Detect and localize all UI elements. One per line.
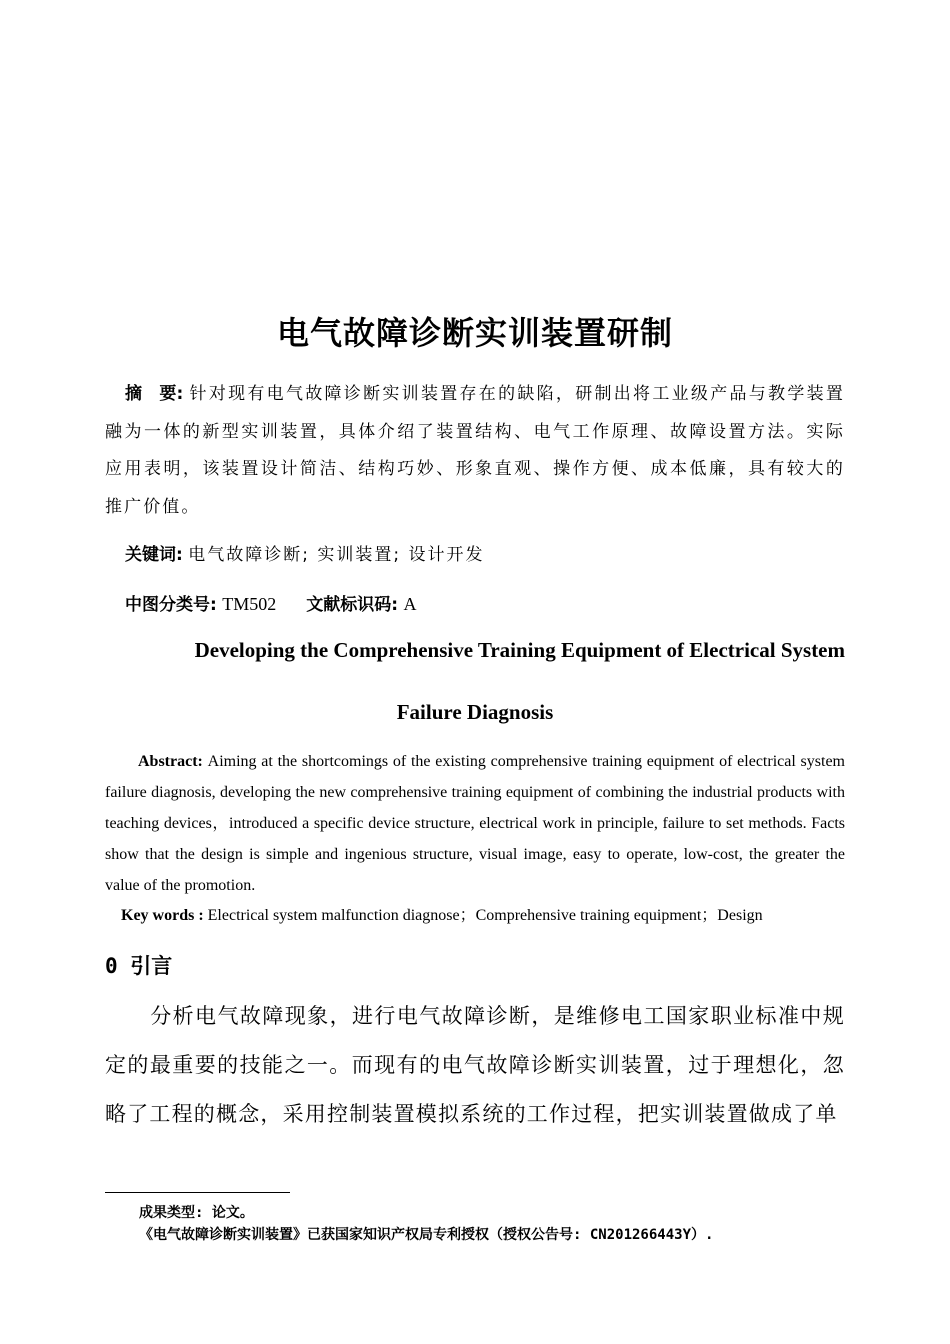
chinese-abstract-label: 摘 要: xyxy=(125,384,184,404)
chinese-keywords-text: 电气故障诊断; 实训装置; 设计开发 xyxy=(188,545,485,565)
english-keywords xyxy=(121,902,763,925)
english-keywords-text: Electrical system malfunction diagnose；Comprehensive training equipment；Design xyxy=(207,907,763,924)
introduction-paragraph xyxy=(105,992,845,1139)
english-keywords-label: Key words : xyxy=(121,907,204,924)
english-abstract-text: Aiming at the shortcomings of the existing comprehensive training equipment of electrical system failure diagnosis, developing the new comprehensive training equipment of combining the industrial products with teaching devices，introduced a specific device structure, electrical work in principle, failure to set methods. Facts show that the design is simple and ingenious structure, visual image, easy to operate, low-cost, the greater the value of the promotion. xyxy=(105,753,846,894)
english-abstract xyxy=(105,746,845,901)
english-title-line-1: Developing the Comprehensive Training Equipment of Electrical System xyxy=(194,638,845,662)
section-heading-introduction: 0 引言 xyxy=(105,954,173,978)
chinese-keywords xyxy=(125,540,484,565)
chinese-abstract-text: 针对现有电气故障诊断实训装置存在的缺陷，研制出将工业级产品与教学装置融为一体的新型实训装置，具体介绍了装置结构、电气工作原理、故障设置方法。实际应用表明，该装置设计简洁、结构巧妙、形象直观、操作方便、成本低廉，具有较大的推广价值。 xyxy=(105,384,845,517)
introduction-text: 分析电气故障现象，进行电气故障诊断，是维修电工国家职业标准中规定的最重要的技能之一。而现有的电气故障诊断实训装置，过于理想化，忽略了工程的概念，采用控制装置模拟系统的工作过程，把实训装置做成了单 xyxy=(105,1004,845,1126)
english-title-line-2: Failure Diagnosis xyxy=(396,700,554,724)
doc-code-value: A xyxy=(403,594,417,614)
chinese-keywords-label: 关键词: xyxy=(125,545,183,565)
doc-code-label: 文献标识码: xyxy=(306,595,399,615)
footnote-separator xyxy=(105,1192,290,1193)
chinese-abstract xyxy=(105,376,845,526)
classification-line xyxy=(125,590,416,615)
english-abstract-label: Abstract: xyxy=(138,753,203,770)
clc-value: TM502 xyxy=(222,594,277,614)
footnote-patent: 《电气故障诊断实训装置》已获国家知识产权局专利授权（授权公告号: CN201266443Y）. xyxy=(139,1227,714,1243)
clc-label: 中图分类号: xyxy=(125,595,217,615)
paper-title: 电气故障诊断实训装置研制 xyxy=(276,314,673,352)
footnote-result-type: 成果类型: 论文。 xyxy=(139,1205,254,1221)
